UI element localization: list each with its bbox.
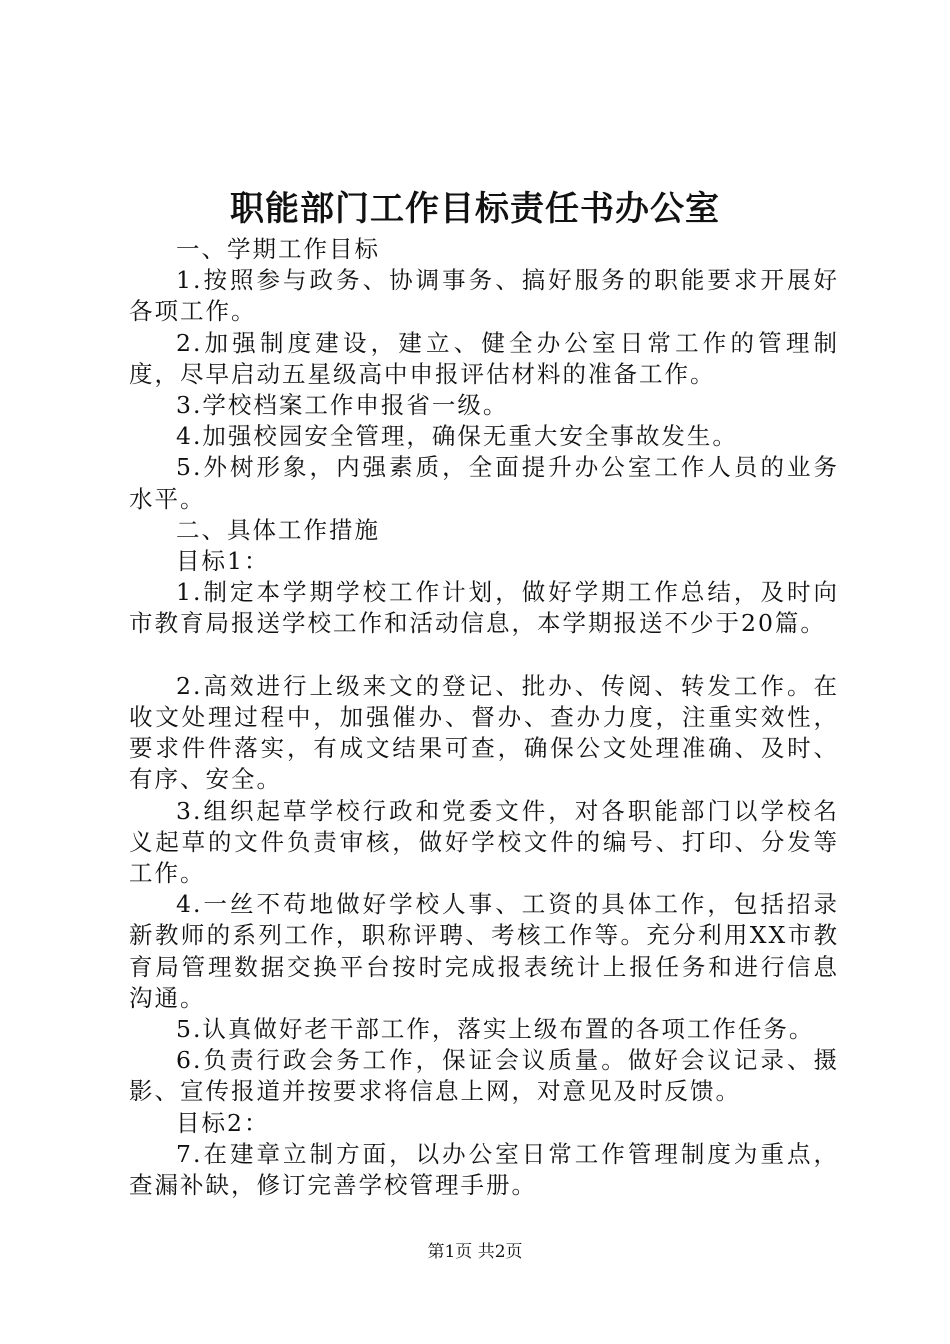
paragraph: 5.外树形象，内强素质，全面提升办公室工作人员的业务水平。 (129, 453, 839, 513)
paragraph: 7.在建章立制方面，以办公室日常工作管理制度为重点，查漏补缺，修订完善学校管理手册。 (129, 1139, 839, 1200)
document-title: 职能部门工作目标责任书办公室 (230, 189, 720, 229)
goal-heading: 目标2： (176, 1108, 270, 1137)
paragraph: 2.加强制度建设，建立、健全办公室日常工作的管理制度，尽早启动五星级高中申报评估材料的准备工作。 (129, 328, 839, 388)
page-footer: 第1页 共2页 (427, 1242, 523, 1262)
paragraph: 2.高效进行上级来文的登记、批办、传阅、转发工作。在收文处理过程中，加强催办、督办、查办力度，注重实效性，要求件件落实，有成文结果可查，确保公文处理准确、及时、有序、安全。 (129, 671, 839, 794)
section-heading: 二、具体工作措施 (176, 515, 380, 544)
paragraph: 1.按照参与政务、协调事务、搞好服务的职能要求开展好各项工作。 (129, 266, 839, 326)
blank-line (129, 640, 839, 671)
paragraph: 5.认真做好老干部工作，落实上级布置的各项工作任务。 (176, 1015, 815, 1044)
goal-heading: 目标1： (176, 547, 270, 576)
paragraph: 6.负责行政会务工作，保证会议质量。做好会议记录、摄影、宣传报道并按要求将信息上网，对意见及时反馈。 (129, 1046, 839, 1106)
paragraph: 3.学校档案工作申报省一级。 (176, 391, 509, 420)
section-heading: 一、学期工作目标 (176, 235, 380, 263)
paragraph: 4.一丝不苟地做好学校人事、工资的具体工作，包括招录新教师的系列工作，职称评聘、考核工作等。充分利用XX市教育局管理数据交换平台按时完成报表统计上报任务和进行信息沟通。 (129, 890, 839, 1012)
document-body (129, 234, 839, 1201)
paragraph: 3.组织起草学校行政和党委文件，对各职能部门以学校名义起草的文件负责审核，做好学校文件的编号、打印、分发等工作。 (129, 796, 839, 888)
paragraph: 1.制定本学期学校工作计划，做好学期工作总结，及时向市教育局报送学校工作和活动信息，本学期报送不少于20篇。 (129, 578, 839, 638)
paragraph: 4.加强校园安全管理，确保无重大安全事故发生。 (176, 422, 738, 451)
